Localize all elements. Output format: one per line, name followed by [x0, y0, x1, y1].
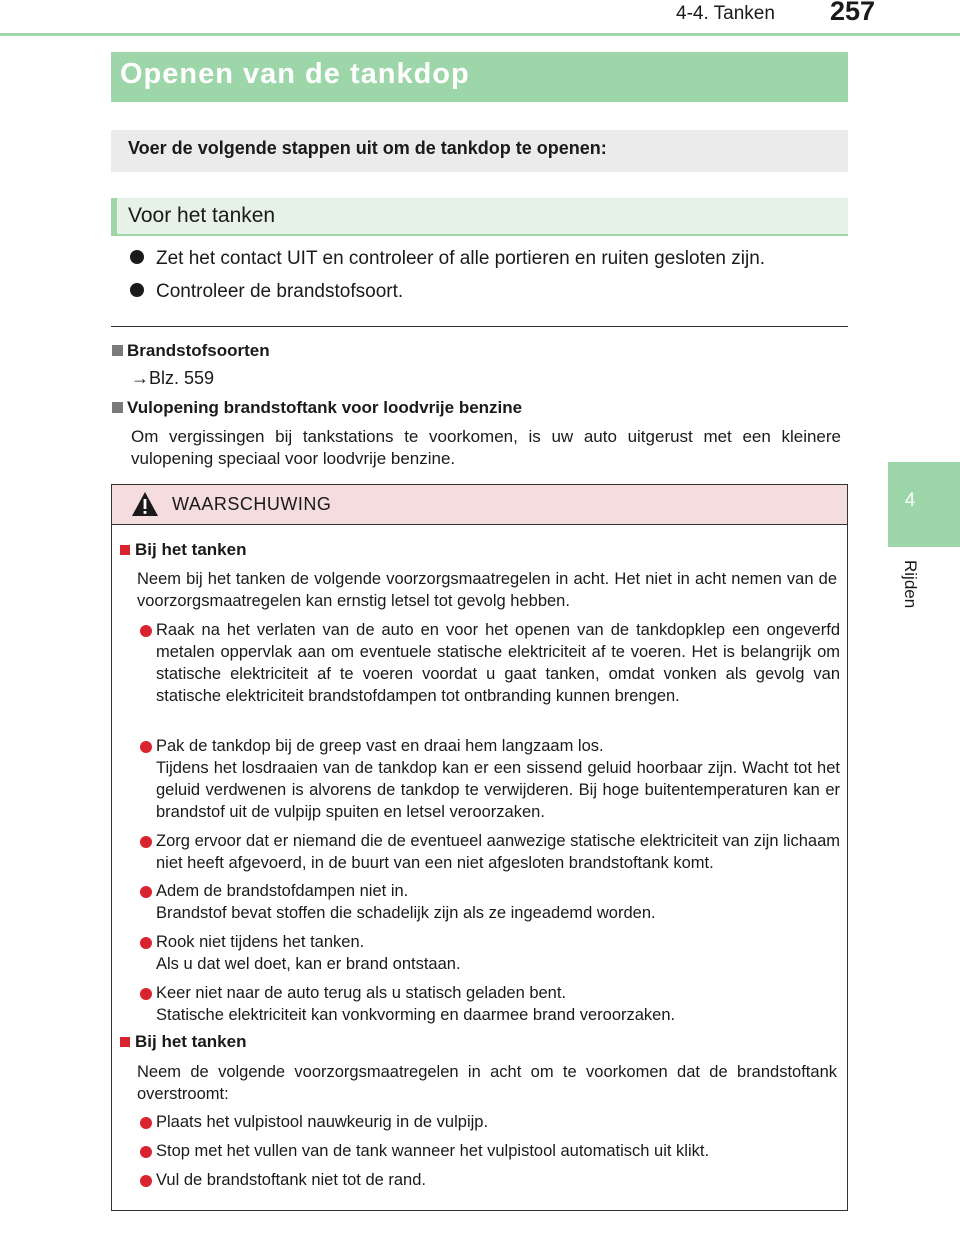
- red-square-icon: [120, 1037, 130, 1047]
- note-heading-fuel: Brandstofsoorten: [112, 341, 270, 361]
- bullet-icon: [130, 283, 144, 297]
- warning-item: Pak de tankdop bij de greep vast en draai hem langzaam los.: [156, 737, 604, 755]
- warning-item: Stop met het vullen van de tank wanneer het vulpistool automatisch uit klikt.: [156, 1142, 710, 1160]
- page-title: Openen van de tankdop: [120, 58, 470, 90]
- red-bullet-icon: [140, 625, 152, 637]
- warning-box: [111, 484, 848, 1211]
- section-label: 4-4. Tanken: [676, 3, 775, 24]
- bullet-icon: [130, 250, 144, 264]
- chapter-label: Rijden: [901, 560, 920, 609]
- warning-item: Adem de brandstofdampen niet in.: [156, 882, 409, 900]
- header-rule: [0, 33, 960, 36]
- red-bullet-icon: [140, 1146, 152, 1158]
- square-bullet-icon: [112, 402, 123, 413]
- intro-text: Voer de volgende stappen uit om de tankdop te openen:: [128, 138, 607, 158]
- red-bullet-icon: [140, 1175, 152, 1187]
- warning-item: Tijdens het losdraaien van de tankdop kan er een sissend geluid hoorbaar zijn. Wacht tot het geluid verdwenen is alvorens de tankdop te verwijderen. Bij hoge buitentemperaturen kan er brandstof uit de vulpijp spuiten en letsel veroorzaken.: [156, 759, 840, 821]
- page-title-bar: [111, 52, 848, 102]
- warning-item: Raak na het verlaten van de auto en voor het openen van de tankdopklep een ongeverfd metalen oppervlak aan om eventuele statische elektriciteit af te voeren. Het is belangrijk om statische elektriciteit af te voeren voordat u gaat tanken, omdat vonken als gevolg van statische elektriciteit brandstofdampen tot ontbranding kunnen brengen.: [156, 621, 840, 705]
- subsection-bar: [111, 198, 848, 236]
- warning-heading: Bij het tanken: [120, 1032, 246, 1052]
- page-reference: →Blz. 559: [131, 368, 215, 388]
- step-item: Controleer de brandstofsoort.: [130, 281, 403, 303]
- warning-header: [112, 485, 847, 525]
- warning-item: Plaats het vulpistool nauwkeurig in de vulpijp.: [156, 1113, 489, 1131]
- warning-item: Brandstof bevat stoffen die schadelijk zijn als ze ingeademd worden.: [156, 904, 656, 922]
- red-bullet-icon: [140, 886, 152, 898]
- red-bullet-icon: [140, 937, 152, 949]
- warning-item: Keer niet naar de auto terug als u statisch geladen bent.: [156, 984, 567, 1002]
- warning-icon: [131, 491, 159, 517]
- step-item: Zet het contact UIT en controleer of alle portieren en ruiten gesloten zijn.: [130, 248, 765, 270]
- subsection-title: Voor het tanken: [128, 204, 276, 227]
- divider: [111, 326, 848, 327]
- red-square-icon: [120, 545, 130, 555]
- warning-title: WAARSCHUWING: [172, 494, 332, 514]
- chapter-number: 4: [904, 490, 916, 511]
- warning-item: Zorg ervoor dat er niemand die de eventueel aanwezige statische elektriciteit van zijn lichaam niet heeft afgevoerd, in de buurt van een niet afgesloten brandstoftank komt.: [156, 832, 840, 872]
- warning-item: Als u dat wel doet, kan er brand ontstaan.: [156, 955, 461, 973]
- page-number: 257: [830, 0, 876, 26]
- intro-bar: [111, 130, 848, 172]
- warning-item: Statische elektriciteit kan vonkvorming en daarmee brand veroorzaken.: [156, 1006, 676, 1024]
- square-bullet-icon: [112, 345, 123, 356]
- red-bullet-icon: [140, 988, 152, 1000]
- warning-text: Neem bij het tanken de volgende voorzorgsmaatregelen in acht. Het niet in acht nemen van de voorzorgsmaatregelen kan ernstig letsel tot gevolg hebben.: [137, 570, 837, 610]
- note-heading-filler: Vulopening brandstoftank voor loodvrije benzine: [112, 398, 522, 418]
- note-text-filler: Om vergissingen bij tankstations te voorkomen, is uw auto uitgerust met een kleinere vulopening speciaal voor loodvrije benzine.: [131, 427, 841, 468]
- red-bullet-icon: [140, 741, 152, 753]
- warning-heading: Bij het tanken: [120, 540, 246, 560]
- warning-item: Vul de brandstoftank niet tot de rand.: [156, 1171, 426, 1189]
- red-bullet-icon: [140, 836, 152, 848]
- chapter-tab: [888, 462, 960, 547]
- warning-item: Rook niet tijdens het tanken.: [156, 933, 365, 951]
- warning-text: Neem de volgende voorzorgsmaatregelen in acht om te voorkomen dat de brandstoftank overstroomt:: [137, 1063, 837, 1103]
- red-bullet-icon: [140, 1117, 152, 1129]
